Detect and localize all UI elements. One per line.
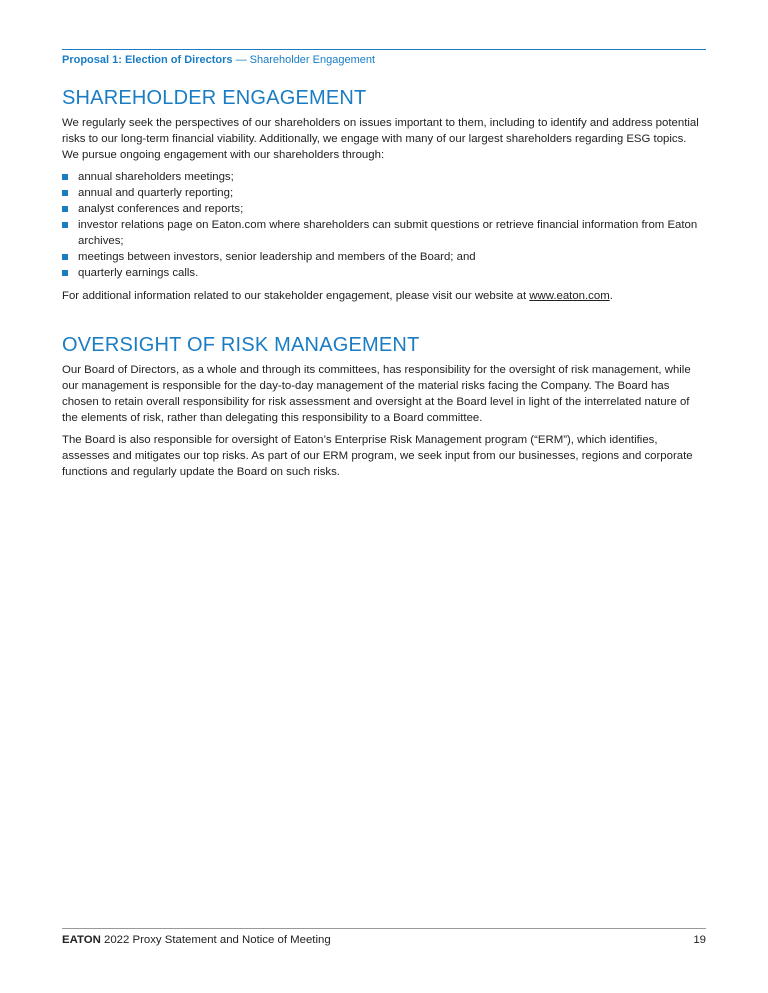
list-item: quarterly earnings calls. (62, 265, 706, 281)
square-bullet-icon (62, 222, 68, 228)
footer-brand: EATON (62, 934, 101, 946)
shareholder-engagement-intro: We regularly seek the perspectives of our shareholders on issues important to them, including to identify and address potential risks to our long-term financial viability. Additionally, we engage with many of our largest shareholders regarding ESG topics. We pursue ongoing engagement with our shareholders through: (62, 117, 699, 161)
running-header-subsection: — Shareholder Engagement (232, 54, 376, 66)
list-item: meetings between investors, senior leadership and members of the Board; and (62, 249, 706, 265)
header-rule (62, 49, 706, 50)
square-bullet-icon (62, 174, 68, 180)
square-bullet-icon (62, 254, 68, 260)
list-item: annual shareholders meetings; (62, 169, 706, 185)
list-item: annual and quarterly reporting; (62, 185, 706, 201)
square-bullet-icon (62, 206, 68, 212)
stakeholder-engagement-note: For additional information related to our stakeholder engagement, please visit our website at www.eaton.com. (62, 290, 613, 302)
shareholder-engagement-heading: SHAREHOLDER ENGAGEMENT (62, 87, 367, 109)
footer-title: 2022 Proxy Statement and Notice of Meeting (100, 934, 331, 946)
risk-management-heading: OVERSIGHT OF RISK MANAGEMENT (62, 334, 420, 356)
engagement-bullet-list (62, 169, 706, 281)
list-item: investor relations page on Eaton.com where shareholders can submit questions or retrieve financial information from Eaton archives; (62, 217, 706, 249)
risk-management-paragraph-1: Our Board of Directors, as a whole and through its committees, has responsibility for the oversight of risk management, while our management is responsible for the day-to-day management of the material risks facing the Company. The Board has chosen to retain overall responsibility for risk assessment and oversight at the Board level in light of the interrelated nature of the elements of risk, rather than delegating this responsibility to a Board committee. (62, 364, 691, 424)
risk-management-paragraph-2: The Board is also responsible for oversight of Eaton’s Enterprise Risk Management program (“ERM”), which identifies, assesses and mitigates our top risks. As part of our ERM program, we seek input from our businesses, regions and corporate functions and regularly update the Board on such risks. (62, 434, 693, 478)
running-header (62, 54, 375, 66)
document-page (62, 0, 706, 993)
square-bullet-icon (62, 270, 68, 276)
eaton-website-link[interactable]: www.eaton.com (529, 290, 610, 302)
running-header-section: Proposal 1: Election of Directors (62, 54, 233, 66)
page-number: 19 (693, 934, 706, 946)
page-footer (62, 934, 706, 946)
footer-rule (62, 928, 706, 929)
list-item: analyst conferences and reports; (62, 201, 706, 217)
square-bullet-icon (62, 190, 68, 196)
